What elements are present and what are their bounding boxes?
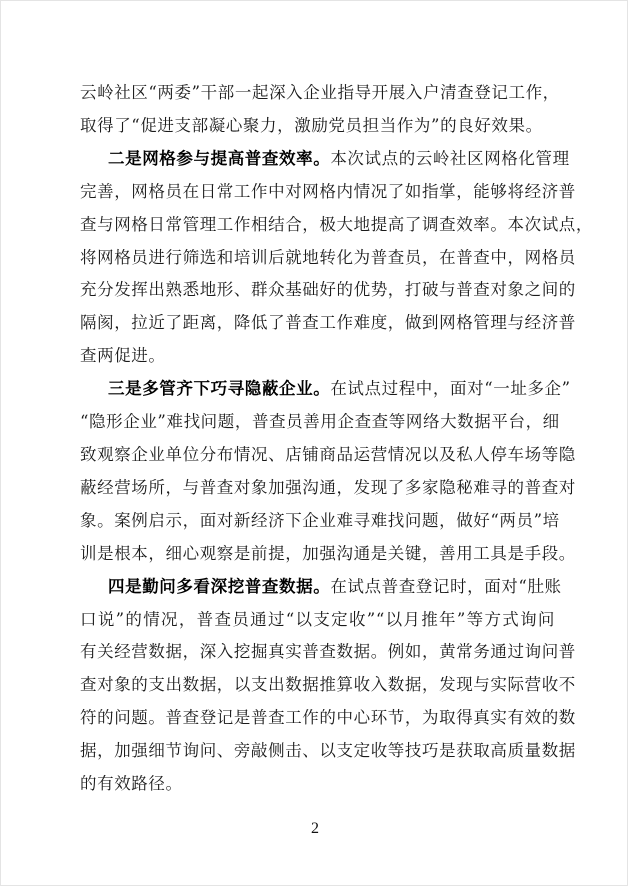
text-run: 在试点过程中，面对“一址多企” [330, 379, 571, 399]
text-line: 训是根本，细心观察是前提，加强沟通是关键，善用工具是手段。 [80, 543, 576, 563]
text-line: 将网格员进行筛选和培训后就地转化为普查员，在普查中，网格员 [80, 247, 576, 267]
paragraph-heading: 三是多管齐下巧寻隐蔽企业。 [108, 379, 331, 399]
text-line: 象。案例启示，面对新经济下企业难寻难找问题，做好“两员”培 [80, 510, 560, 530]
text-line: 取得了“促进支部凝心聚力，激励党员担当作为”的良好效果。 [80, 115, 543, 135]
paragraph-2 [80, 143, 593, 373]
text-line: 查两促进。 [80, 346, 166, 366]
text-line: 云岭社区“两委”干部一起深入企业指导开展入户清查登记工作， [80, 83, 560, 102]
text-line: “隐形企业”难找问题，普查员善用企查查等网络大数据平台，细 [80, 412, 560, 432]
text-run: 本次试点的云岭社区网格化管理 [330, 148, 570, 168]
text-line: 致观察企业单位分布情况、店铺商品运营情况以及私人停车场等隐 [80, 444, 576, 464]
text-line: 据，加强细节询问、旁敲侧击、以支定收等技巧是获取高质量数据 [80, 741, 576, 761]
text-line: 的有效路径。 [80, 774, 183, 794]
text-line: 符的问题。普查登记是普查工作的中心环节，为取得真实有效的数 [80, 708, 576, 728]
text-line [80, 143, 570, 176]
text-line [80, 373, 571, 406]
text-line: 完善，网格员在日常工作中对网格内情况了如指掌，能够将经济普 [80, 181, 576, 201]
text-run: 在试点普查登记时，面对“肚账 [330, 576, 562, 596]
text-line: 隔阂，拉近了距离，降低了普查工作难度，做到网格管理与经济普 [80, 313, 576, 333]
paragraph-heading: 四是勤问多看深挖普查数据。 [108, 576, 331, 596]
text-line: 查与网格日常管理工作相结合，极大地提高了调查效率。本次试点， [80, 214, 593, 234]
paragraph-heading: 二是网格参与提高普查效率。 [108, 148, 331, 168]
paragraph-3 [80, 373, 576, 570]
page-number: 2 [311, 820, 319, 837]
paragraph-1 [80, 77, 560, 143]
text-line: 有关经营数据，深入挖掘真实普查数据。例如，黄常务通过询问普 [80, 642, 576, 662]
text-line: 蔽经营场所，与普查对象加强沟通，发现了多家隐秘难寻的普查对 [80, 477, 576, 497]
text-line: 充分发挥出熟悉地形、群众基础好的优势，打破与普查对象之间的 [80, 280, 576, 300]
text-line: 口说”的情况，普查员通过“以支定收”“以月推年”等方式询问 [80, 609, 555, 629]
text-line: 查对象的支出数据，以支出数据推算收入数据，发现与实际营收不 [80, 675, 576, 695]
paragraph-4 [80, 571, 576, 801]
text-line [80, 571, 562, 604]
body-text [80, 77, 593, 801]
